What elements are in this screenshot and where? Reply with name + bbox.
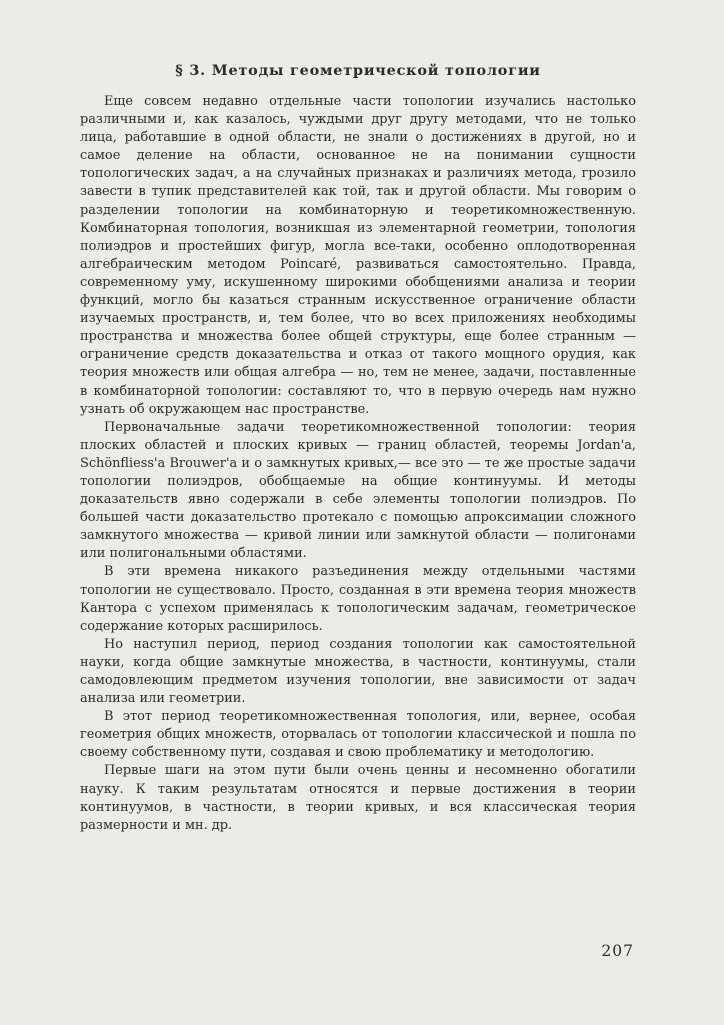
paragraph: Еще совсем недавно отдельные части топологии изучались настолько различными и, как казалось, чуждыми друг другу методами, что не только лица, работавшие в одной области, не знали о достижениях в другой, но и самое деление на области, основанное не на понимании сущности топологических задач, а на случайных признаках и различиях метода, грозило завести в тупик представителей как той, так и другой области. Мы говорим о разделении топологии на комбинаторную и теоретикомножественную. Комбинаторная топология, возникшая из элементарной геометрии, топология полиэдров и простейших фигур, могла все-таки, особенно оплодотворенная алгебраическим методом Poincaré, развиваться самостоятельно. Правда, современному уму, искушенному широкими обобщениями анализа и теории функций, могло бы казаться странным искусственное ограничение области изучаемых пространств, и, тем более, что во всех приложениях необходимы пространства и множества более общей структуры, еще более странным — ограничение средств доказательства и отказ от такого мощного орудия, как теория множеств или общая алгебра — но, тем не менее, задачи, поставленные в комбинаторной топологии: составляют то, что в первую очередь нам нужно узнать об окружающем нас пространстве.	[80, 94, 636, 417]
body-text	[80, 93, 636, 835]
page-number: 207	[601, 942, 634, 960]
section-title: Методы геометрической топологии	[211, 62, 541, 79]
section-number: § 3.	[175, 62, 206, 79]
paragraph: В этот период теоретикомножественная топология, или, вернее, особая геометрия общих множеств, оторвалась от топологии классической и пошла по своему собственному пути, создавая и свою проблематику и методологию.	[80, 709, 636, 761]
paragraph: В эти времена никакого разъединения между отдельными частями топологии не существовало. Просто, созданная в эти времена теория множеств Кантора с успехом применялась к топологическим задачам, геометрическое содержание которых расширилось.	[80, 564, 636, 634]
section-heading	[80, 62, 636, 79]
paragraph: Но наступил период, период создания топологии как самостоятельной науки, когда общие замкнутые множества, в частности, континуумы, стали самодовлеющим предметом изучения топологии, вне зависимости от задач анализа или геометрии.	[80, 636, 636, 707]
paragraph: Первоначальные задачи теоретикомножественной топологии: теория плоских областей и плоских кривых — границ областей, теоремы Jordan'a, Schönfliess'a Brouwer'a и о замкнутых кривых,— все это — те же простые задачи топологии полиэдров, обобщаемые на общие континуумы. И методы доказательств явно содержали в себе элементы топологии полиэдров. По большей части доказательство протекало с помощью апроксимации сложного замкнутого множества — кривой линии или замкнутой области — полигонами или полигональными областями.	[80, 419, 636, 562]
paragraph: Первые шаги на этом пути были очень ценны и несомненно обогатили науку. К таким результатам относятся и первые достижения в теории континуумов, в частности, в теории кривых, и вся классическая теория размерности и мн. др.	[80, 763, 636, 833]
